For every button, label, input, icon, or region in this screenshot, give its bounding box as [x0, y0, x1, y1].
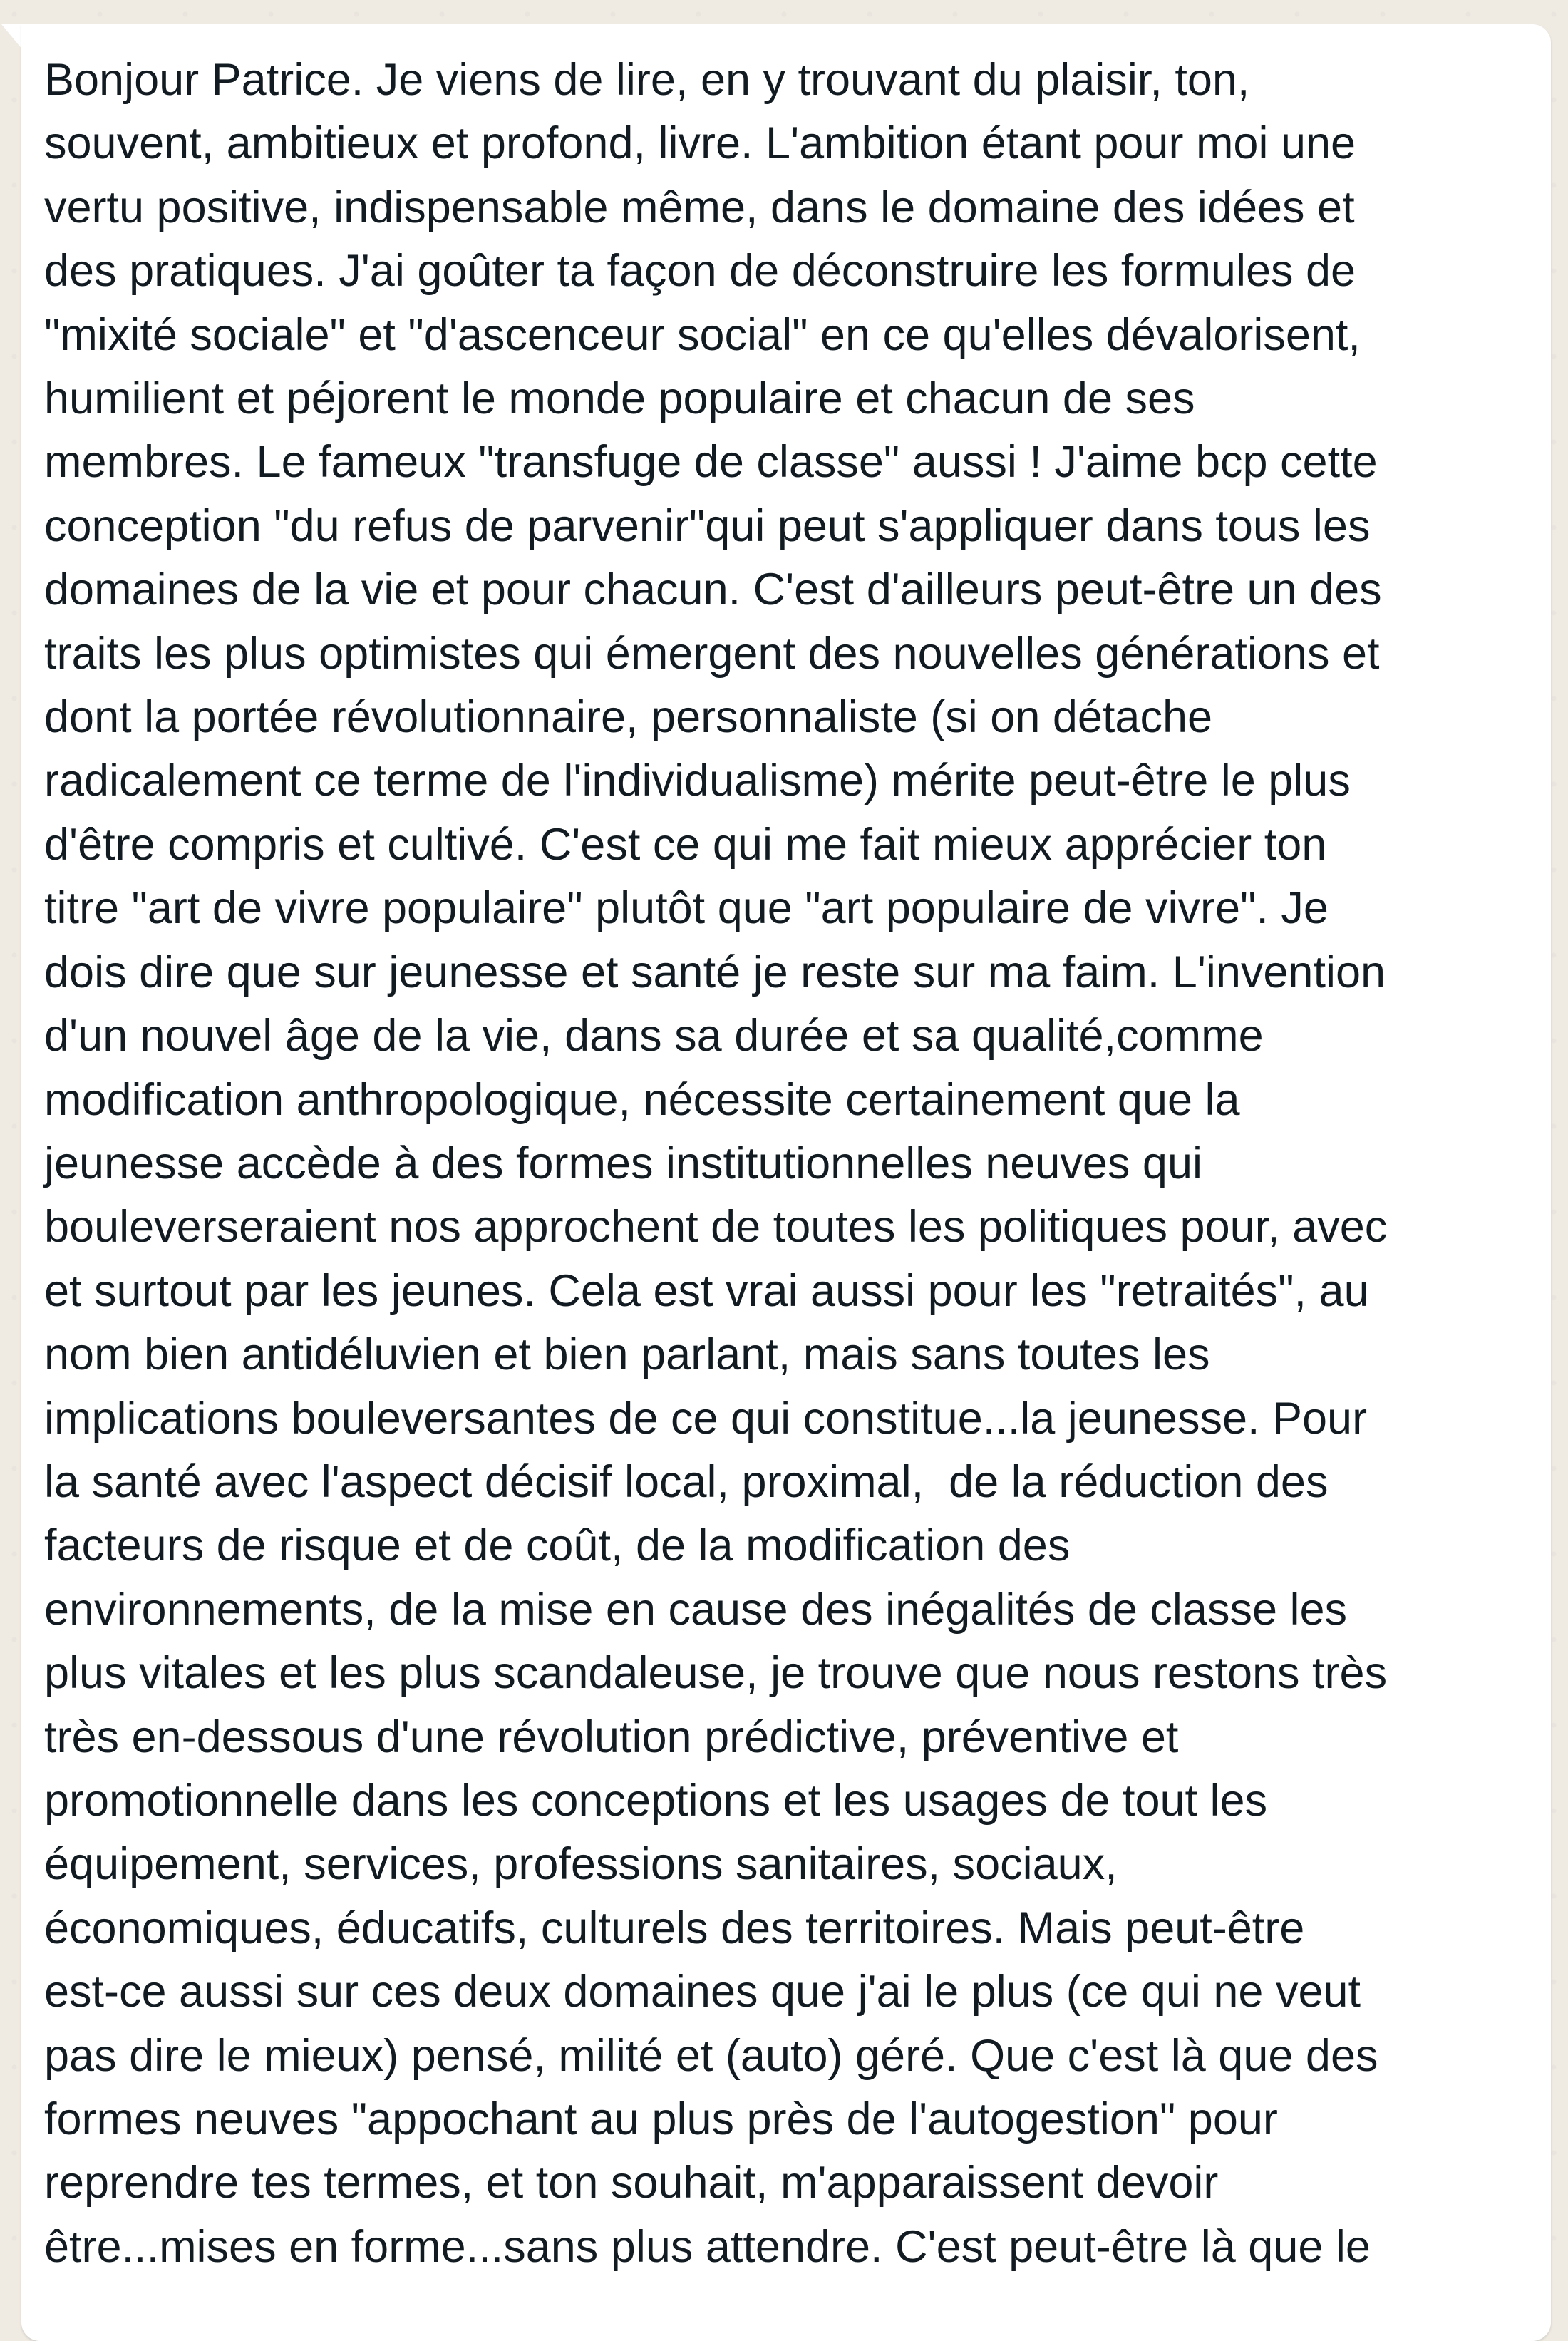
bubble-tail — [1, 24, 23, 50]
message-text: Bonjour Patrice. Je viens de lire, en y trouvant du plaisir, ton, souvent, ambitieux et profond, livre. L'ambition étant pour moi une vertu positive, indispensable même, dans le domaine des idées et des pratiques. J'ai goûter ta façon de déconstruire les formules de "mixité sociale" et "d'ascenceur social" en ce qu'elles dévalorisent, humilient et péjorent le monde populaire et chacun de ses membres. Le fameux "transfuge de classe" aussi ! J'aime bcp cette conception "du refus de parvenir"qui peut s'appliquer dans tous les domaines de la vie et pour chacun. C'est d'ailleurs peut-être un des traits les plus optimistes qui émergent des nouvelles générations et dont la portée révolutionnaire, personnaliste (si on détache radicalement ce terme de l'individualisme) mérite peut-être le plus d'être compris et cultivé. C'est ce qui me fait mieux apprécier ton titre "art de vivre populaire" plutôt que "art populaire de vivre". Je dois dire que sur jeunesse et santé je reste sur ma faim. L'invention d'un nouvel âge de la vie, dans sa durée et sa qualité,comme modification anthropologique, nécessite certainement que la jeunesse accède à des formes institutionnelles neuves qui bouleverseraient nos approchent de toutes les politiques pour, avec et surtout par les jeunes. Cela est vrai aussi pour les "retraités", au nom bien antidéluvien et bien parlant, mais sans toutes les implications bouleversantes de ce qui constitue...la jeunesse. Pour la santé avec l'aspect décisif local, proximal, de la réduction des facteurs de risque et de coût, de la modification des environnements, de la mise en cause des inégalités de classe les plus vitales et les plus scandaleuse, je trouve que nous restons très très en-dessous d'une révolution prédictive, préventive et promotionnelle dans les conceptions et les usages de tout les équipement, services, professions sanitaires, sociaux, économiques, éducatifs, culturels des territoires. Mais peut-être est-ce aussi sur ces deux domaines que j'ai le plus (ce qui ne veut pas dire le mieux) pensé, milité et (auto) géré. Que c'est là que des formes neuves "appochant au plus près de l'autogestion" pour reprendre tes termes, et ton souhait, m'apparaissent devoir être...mises en forme...sans plus attendre. C'est peut-être là que le — [44, 55, 1388, 2272]
